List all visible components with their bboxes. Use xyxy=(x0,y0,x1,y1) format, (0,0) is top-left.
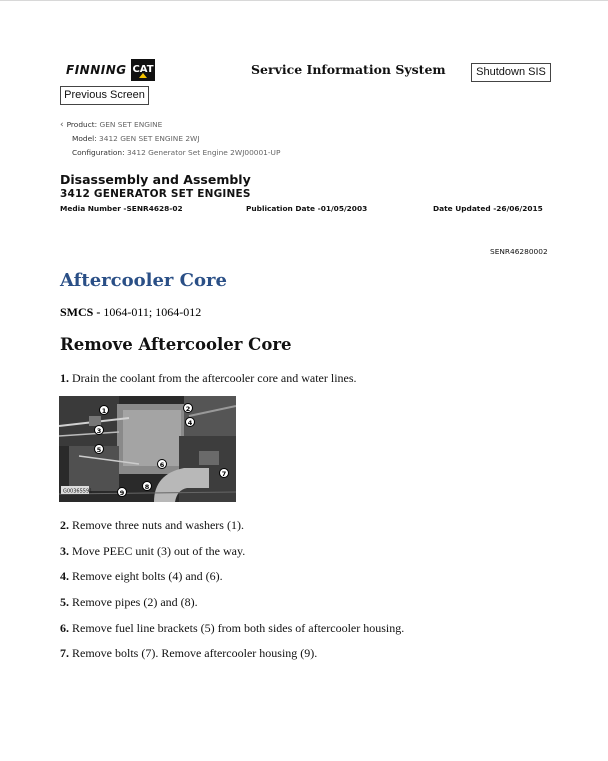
step-text: Remove fuel line brackets (5) from both sides of aftercooler housing. xyxy=(69,621,405,635)
step-text: Move PEEC unit (3) out of the way. xyxy=(69,544,246,558)
product-label: Product: xyxy=(66,120,98,129)
callout-6: 6 xyxy=(157,459,167,469)
step-number: 3. xyxy=(60,544,69,558)
smcs-value: 1064-011; 1064-012 xyxy=(100,305,202,319)
step-1 xyxy=(60,371,357,386)
step-6 xyxy=(60,621,404,636)
aftercooler-photo xyxy=(59,396,236,502)
step-number: 1. xyxy=(60,371,69,385)
callout-9: 9 xyxy=(117,487,127,497)
chevron-left-icon[interactable]: ‹ xyxy=(60,120,64,130)
step-text: Remove eight bolts (4) and (6). xyxy=(69,569,223,583)
step-2 xyxy=(60,518,244,533)
step-text: Remove pipes (2) and (8). xyxy=(69,595,198,609)
step-text: Remove bolts (7). Remove aftercooler housing (9). xyxy=(69,646,318,660)
step-text: Remove three nuts and washers (1). xyxy=(69,518,244,532)
config-label: Configuration: xyxy=(72,148,125,157)
step-3 xyxy=(60,544,245,559)
config-value: 3412 Generator Set Engine 2WJ00001-UP xyxy=(126,148,281,157)
date-updated: Date Updated -26/06/2015 xyxy=(433,204,543,213)
engine-title: 3412 GENERATOR SET ENGINES xyxy=(60,188,251,200)
product-value: GEN SET ENGINE xyxy=(99,120,163,129)
step-text: Drain the coolant from the aftercooler core and water lines. xyxy=(69,371,357,385)
model-value: 3412 GEN SET ENGINE 2WJ xyxy=(99,134,200,143)
callout-1: 1 xyxy=(99,405,109,415)
photo-caption-code: G00365591 xyxy=(63,488,93,495)
step-number: 6. xyxy=(60,621,69,635)
finning-wordmark: FINNING xyxy=(66,63,127,77)
system-title: Service Information System xyxy=(251,62,446,77)
page-title: Aftercooler Core xyxy=(60,270,227,291)
callout-7: 7 xyxy=(219,468,229,478)
configuration-info xyxy=(72,148,280,157)
step-number: 7. xyxy=(60,646,69,660)
shutdown-sis-button[interactable]: Shutdown SIS xyxy=(471,63,551,82)
callout-5: 5 xyxy=(94,444,104,454)
step-4 xyxy=(60,569,223,584)
model-label: Model: xyxy=(72,134,97,143)
model-info xyxy=(72,134,200,143)
cat-badge: CAT xyxy=(131,59,155,81)
callout-2: 2 xyxy=(183,403,193,413)
procedure-title: Remove Aftercooler Core xyxy=(60,335,292,354)
product-info xyxy=(60,120,162,130)
step-number: 2. xyxy=(60,518,69,532)
document-id: SENR46280002 xyxy=(490,247,548,256)
callout-8: 8 xyxy=(142,481,152,491)
step-7 xyxy=(60,646,317,661)
callout-4: 4 xyxy=(185,417,195,427)
publication-date: Publication Date -01/05/2003 xyxy=(246,204,368,213)
callout-3: 3 xyxy=(94,425,104,435)
top-divider xyxy=(0,0,608,1)
finning-cat-logo xyxy=(60,59,156,81)
smcs-label: SMCS - xyxy=(60,305,101,319)
media-number: Media Number -SENR4628-02 xyxy=(60,204,183,213)
section-title: Disassembly and Assembly xyxy=(60,172,251,187)
previous-screen-button[interactable]: Previous Screen xyxy=(60,86,149,105)
step-5 xyxy=(60,595,198,610)
smcs-codes xyxy=(60,305,201,320)
step-number: 4. xyxy=(60,569,69,583)
step-number: 5. xyxy=(60,595,69,609)
